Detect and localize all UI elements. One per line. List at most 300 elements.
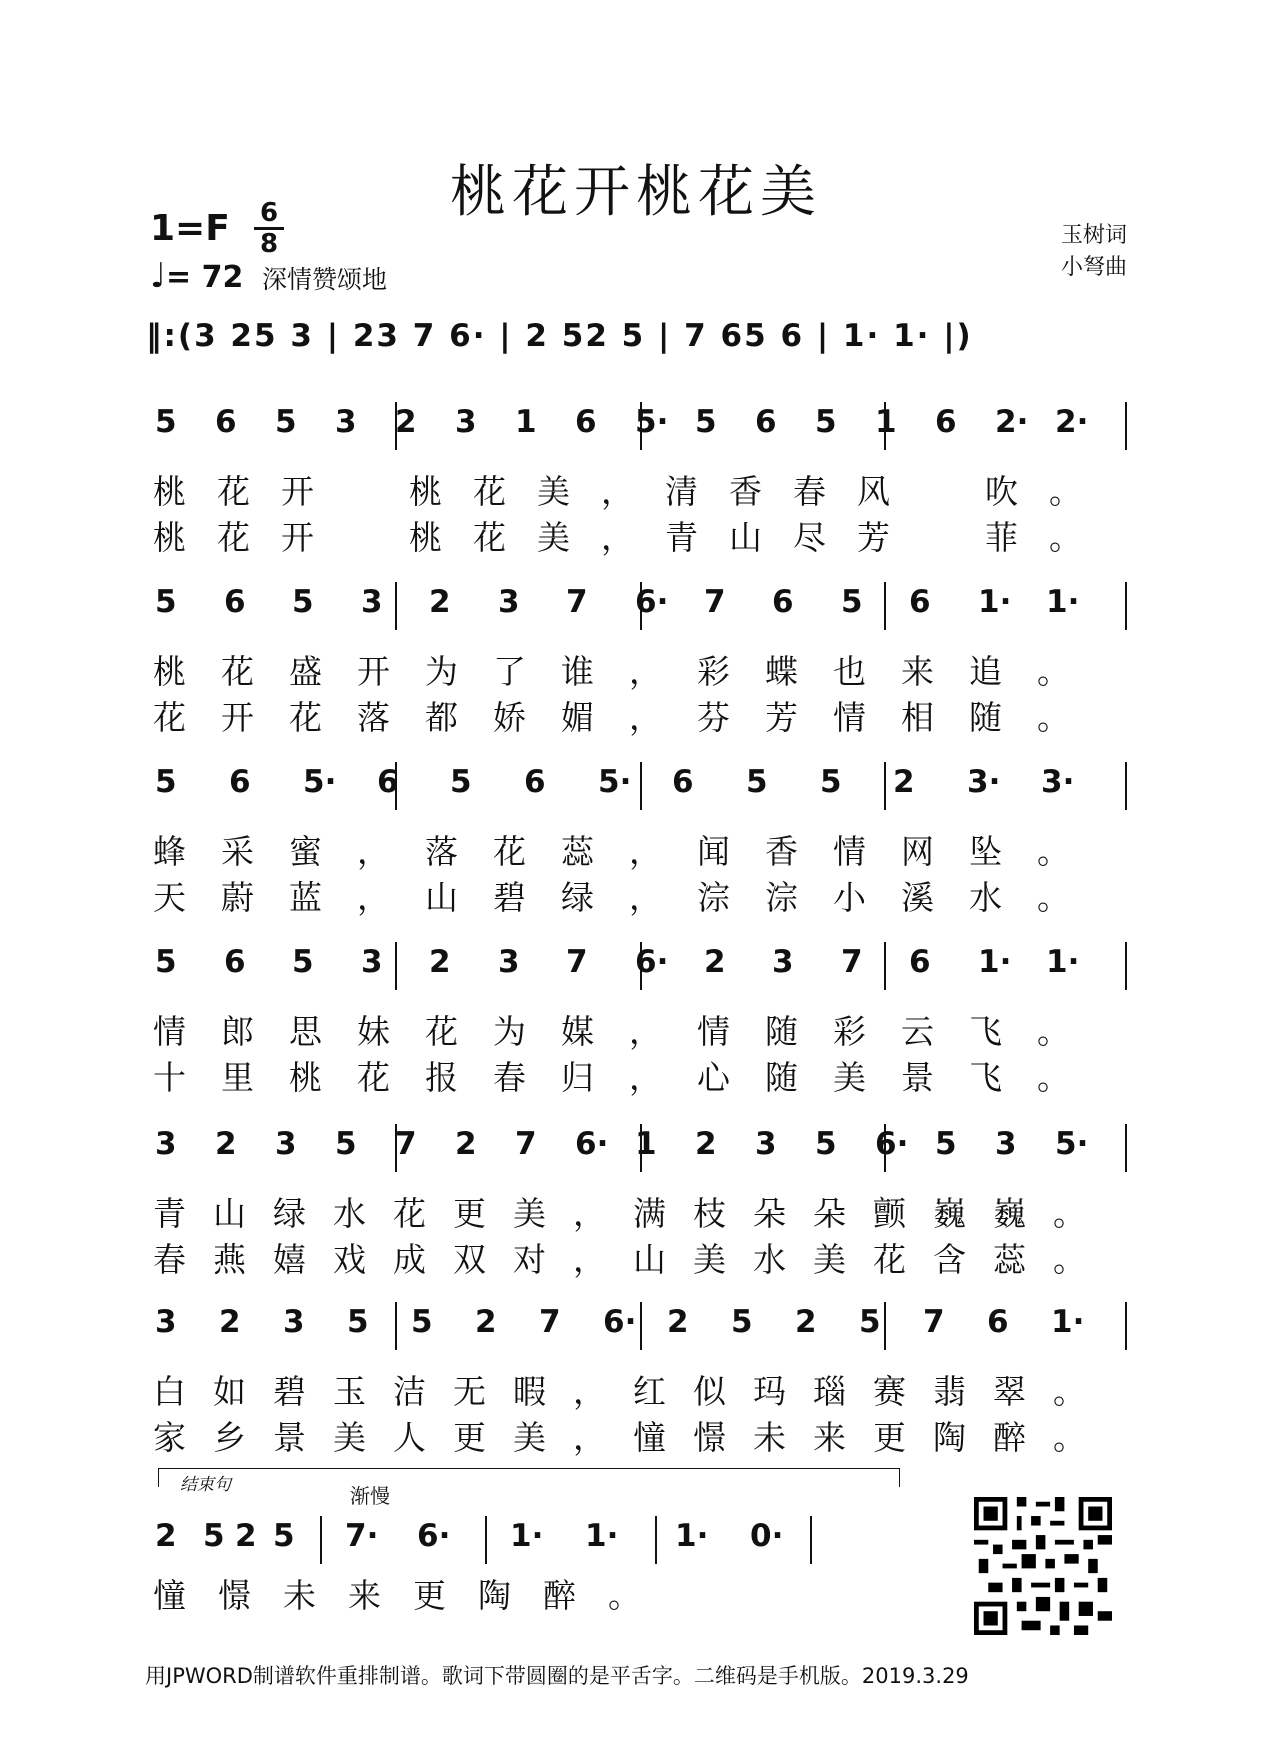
lyrics-line — [153, 1052, 1133, 1096]
note: 5· — [635, 404, 669, 440]
lyric-char: 吹 — [985, 472, 1018, 511]
staff-row — [155, 1298, 1125, 1356]
lyric-char: 红 — [633, 1372, 666, 1411]
lyric-char: ， — [601, 518, 634, 557]
lyric-char: 碧 — [273, 1372, 306, 1411]
lyric-char: 了 — [493, 652, 526, 691]
lyrics-line — [153, 872, 1133, 916]
lyric-char: 尽 — [793, 518, 826, 557]
note: 6 — [772, 584, 794, 620]
lyric-char: 花 — [473, 518, 506, 557]
lyric-char: 蓝 — [289, 878, 322, 917]
lyric-char: 暇 — [513, 1372, 546, 1411]
lyric-char: 。 — [1037, 1058, 1070, 1097]
lyric-char: 翡 — [933, 1372, 966, 1411]
note: 1· — [1051, 1304, 1085, 1340]
staff-row — [155, 938, 1125, 996]
lyric-char: 思 — [289, 1012, 322, 1051]
lyric-char: 美 — [513, 1194, 546, 1233]
lyric-char: 彩 — [833, 1012, 866, 1051]
lyric-char: 乡 — [213, 1418, 246, 1457]
lyric-char: 相 — [901, 698, 934, 737]
note: 2 — [395, 404, 417, 440]
note: 5 — [815, 1126, 837, 1162]
lyric-char: 谁 — [561, 652, 594, 691]
lyric-char: 。 — [1053, 1240, 1086, 1279]
lyric-char: ， — [629, 1012, 662, 1051]
lyric-char: 美 — [537, 518, 570, 557]
lyric-char: 山 — [213, 1194, 246, 1233]
note: 7 — [566, 584, 588, 620]
note: 1· — [978, 944, 1012, 980]
note: 5 — [292, 944, 314, 980]
lyric-char: 香 — [729, 472, 762, 511]
ending-label: 结束句 — [180, 1475, 231, 1495]
lyric-char: 芳 — [857, 518, 890, 557]
note: 5 — [731, 1304, 753, 1340]
lyric-char: 朵 — [813, 1194, 846, 1233]
note: 5 — [746, 764, 768, 800]
note: 5 — [292, 584, 314, 620]
note: 3 — [361, 584, 383, 620]
lyric-char: 蜜 — [289, 832, 322, 871]
lyrics-line — [153, 692, 1133, 736]
note: 1 — [875, 404, 897, 440]
lyric-char: 桃 — [289, 1058, 322, 1097]
note: 6· — [635, 584, 669, 620]
lyric-char: 更 — [453, 1418, 486, 1457]
lyric-char: 采 — [221, 832, 254, 871]
lyric-char: 来 — [813, 1418, 846, 1457]
note: 3 — [283, 1304, 305, 1340]
lyric-char: 巍 — [993, 1194, 1026, 1233]
lyric-char: 花 — [873, 1240, 906, 1279]
lyric-char: 玛 — [753, 1372, 786, 1411]
tempo-mark — [150, 256, 243, 296]
note: 3 — [498, 584, 520, 620]
lyric-char: 花 — [289, 698, 322, 737]
key-signature: 1=F — [150, 208, 230, 249]
lyric-char: 景 — [901, 1058, 934, 1097]
lyric-char: 飞 — [969, 1012, 1002, 1051]
bar-line — [1125, 402, 1127, 450]
lyric-char: 蝶 — [765, 652, 798, 691]
note: 3· — [967, 764, 1001, 800]
note: 5 — [695, 404, 717, 440]
lyric-char: 花 — [221, 652, 254, 691]
note: 5· — [303, 764, 337, 800]
lyricist-credit: 玉树词 — [1060, 223, 1127, 248]
note: 6 — [224, 584, 246, 620]
lyric-char: ， — [601, 472, 634, 511]
lyric-char: ， — [629, 1058, 662, 1097]
lyric-char: 飞 — [969, 1058, 1002, 1097]
note: 1· — [1046, 584, 1080, 620]
note: 6· — [575, 1126, 609, 1162]
staff-row — [155, 398, 1125, 456]
bar-line — [395, 582, 397, 630]
lyrics-line — [153, 1412, 1133, 1456]
note: 1· — [510, 1518, 544, 1554]
lyric-char: 巍 — [933, 1194, 966, 1233]
note: 6 — [909, 584, 931, 620]
bar-line — [640, 1302, 642, 1350]
lyric-char: 网 — [901, 832, 934, 871]
lyric-char: 都 — [425, 698, 458, 737]
lyric-char: 美 — [813, 1240, 846, 1279]
lyric-char: 花 — [393, 1194, 426, 1233]
note: 6· — [875, 1126, 909, 1162]
note: 2· — [1055, 404, 1089, 440]
lyric-char: 春 — [493, 1058, 526, 1097]
bar-line — [1125, 762, 1127, 810]
lyric-char: 憬 — [693, 1418, 726, 1457]
note: 5· — [1055, 1126, 1089, 1162]
lyric-char: 随 — [969, 698, 1002, 737]
lyric-char: 如 — [213, 1372, 246, 1411]
note: 5 — [859, 1304, 881, 1340]
lyric-char: 十 — [153, 1058, 186, 1097]
note: 7 — [841, 944, 863, 980]
qr-code-icon[interactable] — [974, 1497, 1112, 1635]
bar-line — [395, 402, 397, 450]
note: 5 — [815, 404, 837, 440]
lyrics-line — [153, 826, 1133, 870]
note: 3 — [455, 404, 477, 440]
lyric-char: 淙 — [765, 878, 798, 917]
note: 2 — [155, 1518, 177, 1554]
bar-line — [640, 402, 642, 450]
lyric-char: 更 — [453, 1194, 486, 1233]
expression-mark: 深情赞颂地 — [262, 265, 388, 294]
lyrics-line — [153, 1366, 1133, 1410]
lyric-char: ， — [573, 1418, 606, 1457]
note: 5 — [155, 764, 177, 800]
lyric-char: 娇 — [493, 698, 526, 737]
lyric-char: 。 — [1049, 518, 1082, 557]
lyric-char: 花 — [473, 472, 506, 511]
bar-line — [1125, 1302, 1127, 1350]
lyric-char: 含 — [933, 1240, 966, 1279]
lyric-char: 蕊 — [993, 1240, 1026, 1279]
bar-line — [884, 762, 886, 810]
footer-note: 用JPWORD制谱软件重排制谱。歌词下带圆圈的是平舌字。二维码是手机版。2019.3.29 — [145, 1664, 969, 1688]
lyric-char: 芬 — [697, 698, 730, 737]
lyric-char: 美 — [513, 1418, 546, 1457]
note: 5 — [841, 584, 863, 620]
lyric-char: 淙 — [697, 878, 730, 917]
note: 0· — [750, 1518, 784, 1554]
lyrics-line — [153, 1188, 1133, 1232]
note: 7 — [515, 1126, 537, 1162]
bar-line — [810, 1516, 812, 1564]
bar-line — [485, 1516, 487, 1564]
bar-line — [1125, 582, 1127, 630]
note: 1 — [515, 404, 537, 440]
lyric-char: 。 — [1037, 652, 1070, 691]
note: 2 — [695, 1126, 717, 1162]
quarter-note-icon: ♩ — [150, 256, 167, 296]
bar-line — [1125, 942, 1127, 990]
lyric-char: 家 — [153, 1418, 186, 1457]
lyric-char: 枝 — [693, 1194, 726, 1233]
lyric-char: 嬉 — [273, 1240, 306, 1279]
time-signature-bottom: 8 — [259, 229, 279, 259]
lyric-char: 落 — [357, 698, 390, 737]
ending-lyrics: 憧憬未来更陶醉。 — [153, 1576, 673, 1615]
note: 2 — [667, 1304, 689, 1340]
lyric-char: ， — [357, 878, 390, 917]
lyric-char: 水 — [969, 878, 1002, 917]
note: 3 — [995, 1126, 1017, 1162]
intro-row: ‖:(3 25 3 | 23 7 6· | 2 52 5 | 7 65 6 | 1· 1· |) — [146, 318, 973, 354]
note: 3 — [155, 1126, 177, 1162]
lyric-char: 。 — [1037, 698, 1070, 737]
note: 3· — [1041, 764, 1075, 800]
lyric-char: 。 — [1037, 878, 1070, 917]
lyric-char: 。 — [1037, 1012, 1070, 1051]
lyric-char: 开 — [357, 652, 390, 691]
note: 5 — [275, 404, 297, 440]
lyric-char: 洁 — [393, 1372, 426, 1411]
note: 2 — [704, 944, 726, 980]
lyric-char: 山 — [633, 1240, 666, 1279]
lyric-char: 溪 — [901, 878, 934, 917]
lyric-char: 戏 — [333, 1240, 366, 1279]
note: 6· — [635, 944, 669, 980]
lyric-char: 追 — [969, 652, 1002, 691]
lyric-char: 景 — [273, 1418, 306, 1457]
lyric-char: 碧 — [493, 878, 526, 917]
staff-row — [155, 1120, 1125, 1178]
lyric-char: 芳 — [765, 698, 798, 737]
lyric-char: 蜂 — [153, 832, 186, 871]
lyric-char: 情 — [697, 1012, 730, 1051]
lyric-char: 里 — [221, 1058, 254, 1097]
note: 3 — [755, 1126, 777, 1162]
lyric-char: 春 — [793, 472, 826, 511]
lyric-char: 为 — [493, 1012, 526, 1051]
lyric-char: 似 — [693, 1372, 726, 1411]
lyric-char: 开 — [281, 518, 314, 557]
lyric-char: 青 — [665, 518, 698, 557]
note: 7 — [566, 944, 588, 980]
lyric-char: ， — [573, 1194, 606, 1233]
note: 2 — [795, 1304, 817, 1340]
lyric-char: 桃 — [153, 652, 186, 691]
lyric-char: 白 — [153, 1372, 186, 1411]
note: 6 — [377, 764, 399, 800]
lyric-char: 山 — [425, 878, 458, 917]
note: 6· — [417, 1518, 451, 1554]
note: 5 — [273, 1518, 295, 1554]
lyric-char: 郎 — [221, 1012, 254, 1051]
composer-credit: 小弩曲 — [1060, 255, 1127, 280]
lyric-char: 随 — [765, 1058, 798, 1097]
lyric-char: 双 — [453, 1240, 486, 1279]
note: 3 — [498, 944, 520, 980]
lyric-char: 未 — [753, 1418, 786, 1457]
bar-line — [884, 582, 886, 630]
lyric-char: 美 — [333, 1418, 366, 1457]
lyric-char: 。 — [1049, 472, 1082, 511]
lyric-char: 无 — [453, 1372, 486, 1411]
bar-line — [640, 1124, 642, 1172]
note: 5 — [411, 1304, 433, 1340]
bar-line — [884, 1302, 886, 1350]
lyric-char: 青 — [153, 1194, 186, 1233]
note: 7 — [923, 1304, 945, 1340]
lyric-char: ， — [573, 1372, 606, 1411]
bar-line — [395, 762, 397, 810]
lyric-char: 瑙 — [813, 1372, 846, 1411]
lyric-char: ， — [629, 878, 662, 917]
lyric-char: 清 — [665, 472, 698, 511]
note: 6 — [935, 404, 957, 440]
note: 6 — [672, 764, 694, 800]
lyric-char: ， — [629, 698, 662, 737]
lyric-char: 香 — [765, 832, 798, 871]
note: 6· — [603, 1304, 637, 1340]
note: 3 — [275, 1126, 297, 1162]
lyric-char: 归 — [561, 1058, 594, 1097]
lyric-char: 情 — [153, 1012, 186, 1051]
lyric-char: 彩 — [697, 652, 730, 691]
lyric-char: 。 — [1053, 1194, 1086, 1233]
note: 2 — [215, 1126, 237, 1162]
lyric-char: 。 — [1053, 1418, 1086, 1457]
lyric-char: 蔚 — [221, 878, 254, 917]
time-signature-top: 6 — [259, 198, 279, 228]
lyric-char: 坠 — [969, 832, 1002, 871]
lyric-char: ， — [357, 832, 390, 871]
note: 1· — [978, 584, 1012, 620]
lyric-char: 。 — [1037, 832, 1070, 871]
note: 1· — [585, 1518, 619, 1554]
bar-line — [1125, 1124, 1127, 1172]
note: 5 — [155, 944, 177, 980]
lyric-char: 心 — [697, 1058, 730, 1097]
lyric-char: 朵 — [753, 1194, 786, 1233]
lyric-char: 玉 — [333, 1372, 366, 1411]
lyrics-line — [153, 1006, 1133, 1050]
lyric-char: 人 — [393, 1418, 426, 1457]
note: 1· — [675, 1518, 709, 1554]
note: 6 — [524, 764, 546, 800]
lyric-char: 花 — [217, 518, 250, 557]
note: 7 — [539, 1304, 561, 1340]
lyric-char: 媒 — [561, 1012, 594, 1051]
note: 7 — [395, 1126, 417, 1162]
note: 5 — [820, 764, 842, 800]
lyric-char: 花 — [425, 1012, 458, 1051]
note: 3 — [361, 944, 383, 980]
note: 6 — [755, 404, 777, 440]
lyric-char: 盛 — [289, 652, 322, 691]
note: 2 — [429, 944, 451, 980]
lyric-char: 花 — [153, 698, 186, 737]
bar-line — [884, 1124, 886, 1172]
lyric-char: 翠 — [993, 1372, 1026, 1411]
note: 3 — [335, 404, 357, 440]
note: 5 — [450, 764, 472, 800]
lyric-char: 天 — [153, 878, 186, 917]
bar-line — [640, 582, 642, 630]
lyric-char: 美 — [833, 1058, 866, 1097]
note: 1· — [1046, 944, 1080, 980]
lyric-char: 落 — [425, 832, 458, 871]
lyric-char: 水 — [333, 1194, 366, 1233]
note: 5 — [155, 584, 177, 620]
lyric-char: ， — [573, 1240, 606, 1279]
lyric-char: 憧 — [633, 1418, 666, 1457]
note: 6 — [575, 404, 597, 440]
bar-line — [320, 1516, 322, 1564]
note: 2 — [429, 584, 451, 620]
note: 6 — [215, 404, 237, 440]
staff-row — [155, 578, 1125, 636]
note: 1 — [635, 1126, 657, 1162]
bar-line — [884, 402, 886, 450]
lyric-char: 。 — [1053, 1372, 1086, 1411]
lyric-char: 为 — [425, 652, 458, 691]
note: 5· — [598, 764, 632, 800]
ending-bracket — [158, 1468, 900, 1487]
lyric-char: 桃 — [409, 518, 442, 557]
lyric-char: 桃 — [153, 472, 186, 511]
note: 5 — [335, 1126, 357, 1162]
lyric-char: 美 — [537, 472, 570, 511]
time-signature — [254, 200, 284, 257]
lyric-char: 随 — [765, 1012, 798, 1051]
lyric-char: 美 — [693, 1240, 726, 1279]
lyric-char: 情 — [833, 832, 866, 871]
note: 6 — [224, 944, 246, 980]
lyric-char: 醉 — [993, 1418, 1026, 1457]
lyric-char: 陶 — [933, 1418, 966, 1457]
note: 5 — [347, 1304, 369, 1340]
lyric-char: 绿 — [561, 878, 594, 917]
song-title: 桃花开桃花美 — [450, 160, 822, 225]
note: 2 — [455, 1126, 477, 1162]
lyric-char: 闻 — [697, 832, 730, 871]
lyric-char: 情 — [833, 698, 866, 737]
bar-line — [395, 942, 397, 990]
lyric-char: 媚 — [561, 698, 594, 737]
lyric-char: 桃 — [153, 518, 186, 557]
lyric-char: 更 — [873, 1418, 906, 1457]
note: 5 — [203, 1518, 225, 1554]
lyric-char: 对 — [513, 1240, 546, 1279]
note: 2 — [475, 1304, 497, 1340]
ritardando-mark: 渐慢 — [350, 1484, 390, 1508]
lyric-char: 颤 — [873, 1194, 906, 1233]
bar-line — [655, 1516, 657, 1564]
lyric-char: 风 — [857, 472, 890, 511]
lyric-char: 桃 — [409, 472, 442, 511]
bar-line — [640, 762, 642, 810]
lyric-char: 山 — [729, 518, 762, 557]
lyric-char: 来 — [901, 652, 934, 691]
lyric-char: 赛 — [873, 1372, 906, 1411]
lyric-char: 燕 — [213, 1240, 246, 1279]
lyric-char: 也 — [833, 652, 866, 691]
note: 2 — [235, 1518, 257, 1554]
lyrics-line — [153, 466, 1133, 510]
bar-line — [640, 942, 642, 990]
lyric-char: 花 — [357, 1058, 390, 1097]
lyric-char: 开 — [221, 698, 254, 737]
